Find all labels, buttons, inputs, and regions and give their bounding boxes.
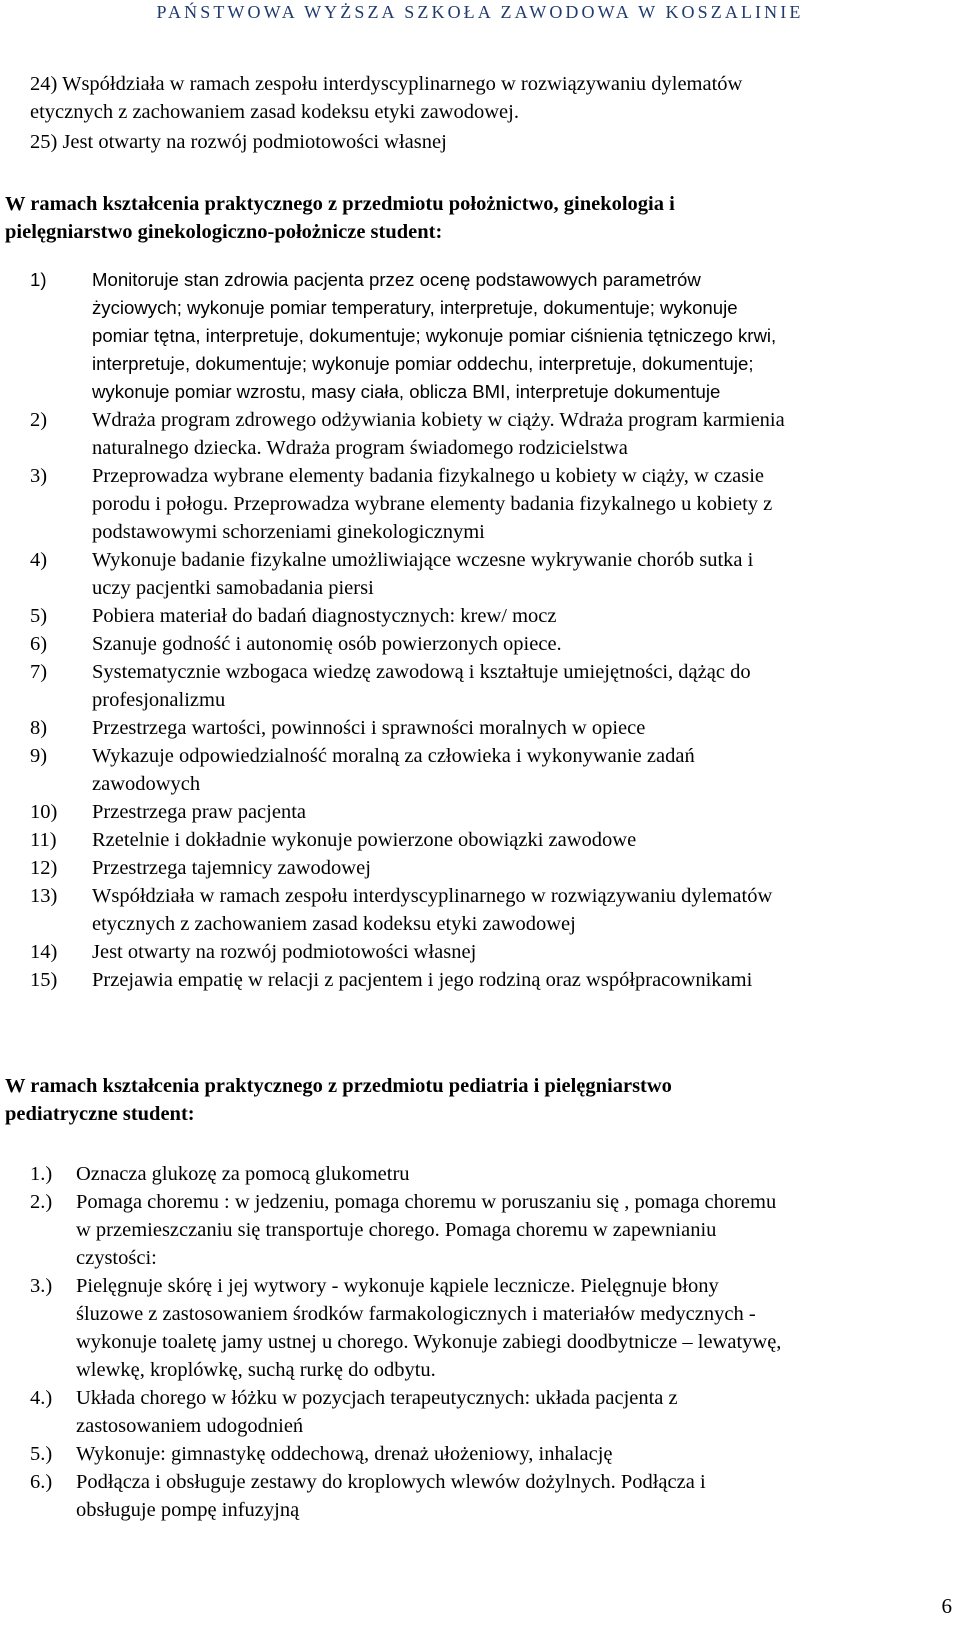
page-header: PAŃSTWOWA WYŻSZA SZKOŁA ZAWODOWA W KOSZALINIE xyxy=(156,2,804,22)
list-item xyxy=(30,1188,950,1272)
list-item xyxy=(30,798,950,826)
item-text: Pobiera materiał do badań diagnostycznych: krew/ mocz xyxy=(92,605,557,627)
item-text: Oznacza glukozę za pomocą glukometru xyxy=(76,1163,410,1185)
list-item xyxy=(30,128,447,156)
list-item xyxy=(30,1384,950,1440)
list-item xyxy=(30,882,950,938)
list-item xyxy=(30,826,950,854)
item-text: Systematycznie wzbogaca wiedzę zawodową i kształtuje umiejętności, dążąc do profesjonalizmu xyxy=(92,661,751,711)
list-item xyxy=(30,266,950,406)
item-number: 25) xyxy=(30,131,58,153)
section2-list xyxy=(30,1160,950,1524)
item-number: 12) xyxy=(30,857,58,879)
item-text: Pielęgnuje skórę i jej wytwory - wykonuje kąpiele lecznicze. Pielęgnuje błony śluzowe z zastosowaniem środków farmakologicznych i materiałów medycznych - wykonuje toaletę jamy ustnej u chorego. Wykonuje zabiegi doodbytnicze – lewatywę, wlewkę, kroplówkę, suchą rurkę do odbytu. xyxy=(76,1275,782,1381)
item-text: Pomaga choremu : w jedzeniu, pomaga choremu w poruszaniu się , pomaga choremu w przemieszczaniu się transportuje chorego. Pomaga choremu w zapewnianiu czystości: xyxy=(76,1191,777,1269)
list-item xyxy=(30,938,950,966)
item-text: Wykonuje badanie fizykalne umożliwiające wczesne wykrywanie chorób sutka i uczy pacjentki samobadania piersi xyxy=(92,549,754,599)
page-number: 6 xyxy=(941,1594,952,1618)
section1-list xyxy=(30,266,950,994)
item-text: Podłącza i obsługuje zestawy do kroplowych wlewów dożylnych. Podłącza i obsługuje pompę infuzyjną xyxy=(76,1471,706,1521)
item-text: Jest otwarty na rozwój podmiotowości własnej xyxy=(62,131,447,153)
item-text: Przeprowadza wybrane elementy badania fizykalnego u kobiety w ciąży, w czasie porodu i połogu. Przeprowadza wybrane elementy badania fizykalnego u kobiety z podstawowymi schorzeniami ginekologicznymi xyxy=(92,465,773,543)
item-number: 5.) xyxy=(30,1443,53,1465)
list-item xyxy=(30,630,950,658)
item-text: Monitoruje stan zdrowia pacjenta przez ocenę podstawowych parametrów życiowych; wykonuje pomiar temperatury, interpretuje, dokumentuje; wykonuje pomiar tętna, interpretuje, dokumentuje; wykonuje pomiar ciśnienia tętniczego krwi, interpretuje, dokumentuje; wykonuje pomiar oddechu, interpretuje, dokumentuje; wykonuje pomiar wzrostu, masy ciała, oblicza BMI, interpretuje dokumentuje xyxy=(92,269,777,402)
item-number: 8) xyxy=(30,717,48,739)
list-item xyxy=(30,1468,950,1524)
list-item xyxy=(30,742,950,798)
item-number: 11) xyxy=(30,829,57,851)
item-text: Wdraża program zdrowego odżywiania kobiety w ciąży. Wdraża program karmienia naturalnego dziecka. Wdraża program świadomego rodzicielstwa xyxy=(92,409,785,459)
item-text: Układa chorego w łóżku w pozycjach terapeutycznych: układa pacjenta z zastosowaniem udogodnień xyxy=(76,1387,678,1437)
item-number: 9) xyxy=(30,745,48,767)
list-item xyxy=(30,1160,950,1188)
section-heading: W ramach kształcenia praktycznego z przedmiotu pediatria i pielęgniarstwo pediatryczne student: xyxy=(5,1075,672,1125)
item-number: 6) xyxy=(30,633,48,655)
item-number: 2.) xyxy=(30,1191,53,1213)
item-text: Przejawia empatię w relacji z pacjentem i jego rodziną oraz współpracownikami xyxy=(92,969,753,991)
item-number: 13) xyxy=(30,885,58,907)
list-item xyxy=(30,546,950,602)
list-item xyxy=(30,658,950,714)
item-text: Wykonuje: gimnastykę oddechową, drenaż ułożeniowy, inhalację xyxy=(76,1443,613,1465)
item-number: 3) xyxy=(30,465,48,487)
item-number: 7) xyxy=(30,661,48,683)
list-item xyxy=(30,462,950,546)
item-text: Rzetelnie i dokładnie wykonuje powierzone obowiązki zawodowe xyxy=(92,829,637,851)
list-item xyxy=(30,1272,950,1384)
item-number: 6.) xyxy=(30,1471,53,1493)
item-number: 15) xyxy=(30,969,58,991)
item-text: Współdziała w ramach zespołu interdyscyplinarnego w rozwiązywaniu dylematów etycznych z zachowaniem zasad kodeksu etyki zawodowej. xyxy=(30,73,743,123)
item-text: Współdziała w ramach zespołu interdyscyplinarnego w rozwiązywaniu dylematów etycznych z zachowaniem zasad kodeksu etyki zawodowej xyxy=(92,885,773,935)
list-item xyxy=(30,966,950,994)
item-number: 1.) xyxy=(30,1163,53,1185)
list-item xyxy=(30,714,950,742)
item-text: Wykazuje odpowiedzialność moralną za człowieka i wykonywanie zadań zawodowych xyxy=(92,745,695,795)
item-number: 24) xyxy=(30,73,58,95)
item-number: 14) xyxy=(30,941,58,963)
item-text: Przestrzega wartości, powinności i sprawności moralnych w opiece xyxy=(92,717,646,739)
item-text: Jest otwarty na rozwój podmiotowości własnej xyxy=(92,941,477,963)
item-number: 5) xyxy=(30,605,48,627)
list-item xyxy=(30,406,950,462)
item-number: 3.) xyxy=(30,1275,53,1297)
list-item xyxy=(30,70,742,126)
list-item xyxy=(30,602,950,630)
item-text: Szanuje godność i autonomię osób powierzonych opiece. xyxy=(92,633,562,655)
list-item xyxy=(30,1440,950,1468)
item-number: 10) xyxy=(30,801,58,823)
list-item xyxy=(30,854,950,882)
item-number: 2) xyxy=(30,409,48,431)
item-number: 4) xyxy=(30,549,48,571)
section-heading: W ramach kształcenia praktycznego z przedmiotu położnictwo, ginekologia i pielęgniarstwo ginekologiczno-położnicze student: xyxy=(5,193,675,243)
item-text: Przestrzega praw pacjenta xyxy=(92,801,306,823)
item-text: Przestrzega tajemnicy zawodowej xyxy=(92,857,371,879)
item-number: 1) xyxy=(30,269,47,290)
item-number: 4.) xyxy=(30,1387,53,1409)
